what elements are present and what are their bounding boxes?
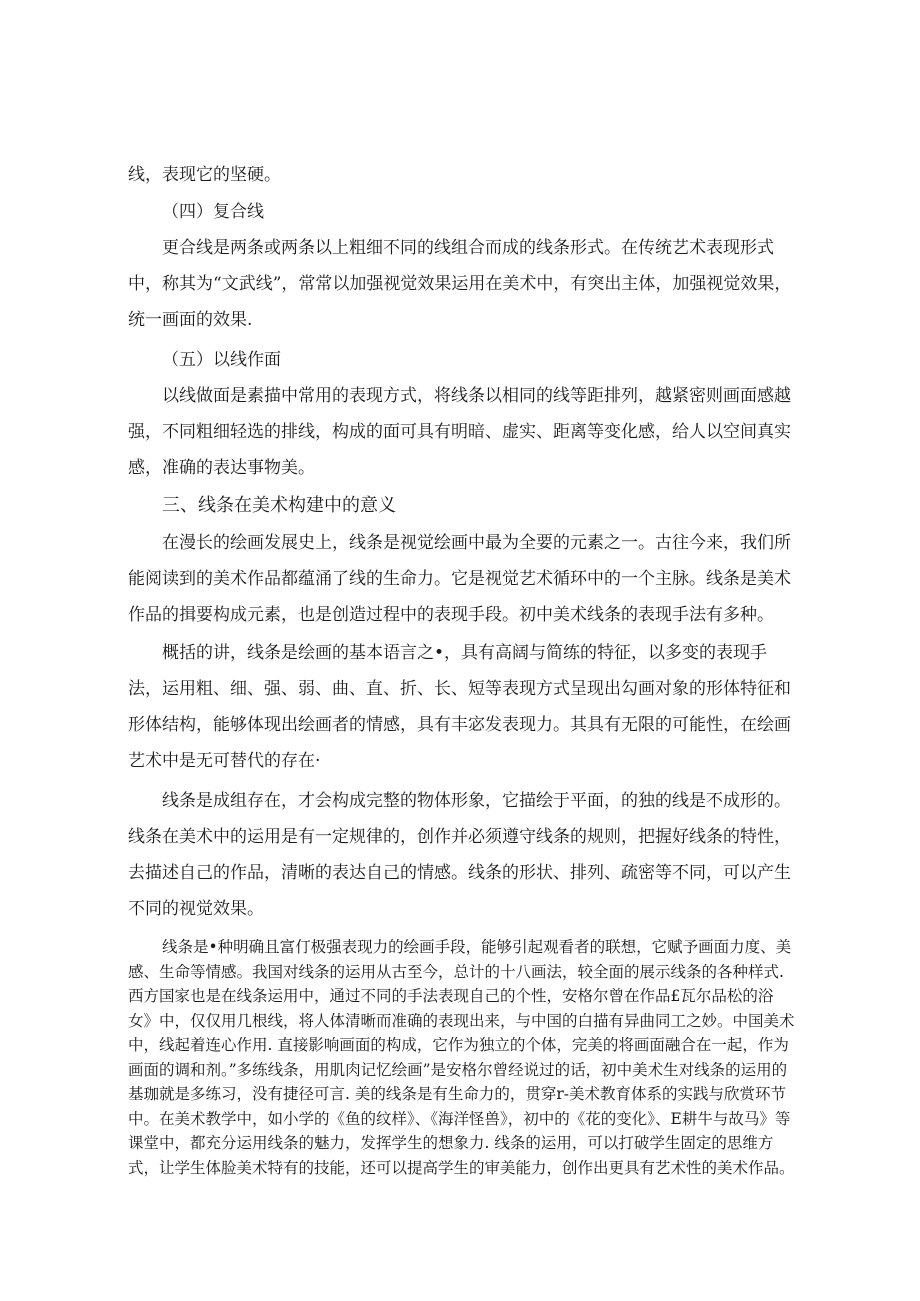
subheading-composite-line: （四）复合线	[162, 202, 264, 222]
paragraph-ingres: 线条是•种明确且富仃极强表现力的绘画手段，能够引起观看者的联想，它赋予画面力度、美感、生命等情感。我国对线条的运用从古至今，总计的十八画法，较全面的展示线条的各种样式. 西方国家也是在线条运用中，通过不同的手法表现自己的个性，安格尔曾在作品£瓦尔品松的浴女》中，仅仅用几根线，将人体清晰而准确的表现出来，与中国的白描有异曲同工之妙。中国美术中，线起着连心作用. 直接影响画面的构成，它作为独立的个体，完美的将画面融合在一起，作为画面的调和剂。”多练线条，用肌肉记忆绘画”是安格尔曾经说过的话，初中美术生对线条的运用的基珈就是多练习，没有捷径可言. 美的线条是有生命力的，贯穿r-美术教育体系的实践与欣赏环节中。在美术教学中，如小学的《鱼的纹样》、《海洋怪兽》，初中的《花的变化》、E耕牛与故马》等课堂中，都充分运用线条的魅力，发挥学生的想象力. 线条的运用，可以打破学生固定的思维方式，让学生体脸美术特有的技能，还可以提高学生的审美能力，创作出更具有艺术性的美术作品。	[128, 938, 795, 1177]
paragraph-continuation: 线，表现它的坚硬。	[128, 165, 281, 185]
paragraph-groups: 线条是成组存在，才会构成完整的物体形象，它描绘于平面，的独的线是不成形的。线条在美术中的运用是有一定规律的，创作并必须遵守线条的规则，把握好线条的特性，去描述自己的作品，清晰的表达自己的情感。线条的形状、排列、疏密等不同，可以产生不同的视觉效果。	[128, 791, 791, 919]
paragraph-language: 概括的讲，线条是绘画的基本语言之•，具有高阔与简练的特征，以多变的表现手法，运用粗、细、强、弱、曲、直、折、长、短等表现方式呈现出勾画对象的形体特征和形体结构，能够体现出绘画者的情感，具有丰宓发表现力。其具有无限的可能性，在绘画艺术中是无可替代的存在·	[128, 643, 791, 771]
paragraph-composite-line: 更合线是两条或两条以上粗细不同的线组合而成的线条形式。在传统艺术表现形式中，称其为“文武线”，常常以加强视觉效果运用在美术中，有突出主体，加强视觉效果，统一画面的效果.	[128, 238, 792, 330]
subheading-line-as-plane: （五）以线作面	[162, 350, 281, 370]
paragraph-history: 在漫长的绘画发展史上，线条是视觉绘画中最为全要的元素之一。古往今来，我们所能阅读到的美术作品都蕴涌了线的生命力。它是视觉艺术循环中的一个主脉。线条是美术作品的揖要构成元素，也是创造过程中的表现手段。初中美术线条的表现手法有多种。	[128, 533, 791, 625]
section-heading: 三、线条在美术构建中的意义	[162, 495, 396, 516]
paragraph-line-as-plane: 以线做面是素描中常用的表现方式，将线条以相同的线等距排列，越紧密则画面感越强，不同粗细轻选的排线，构成的面可具有明暗、虚实、距离等变化感，给人以空间真实感，准确的表达事物美。	[128, 386, 791, 478]
